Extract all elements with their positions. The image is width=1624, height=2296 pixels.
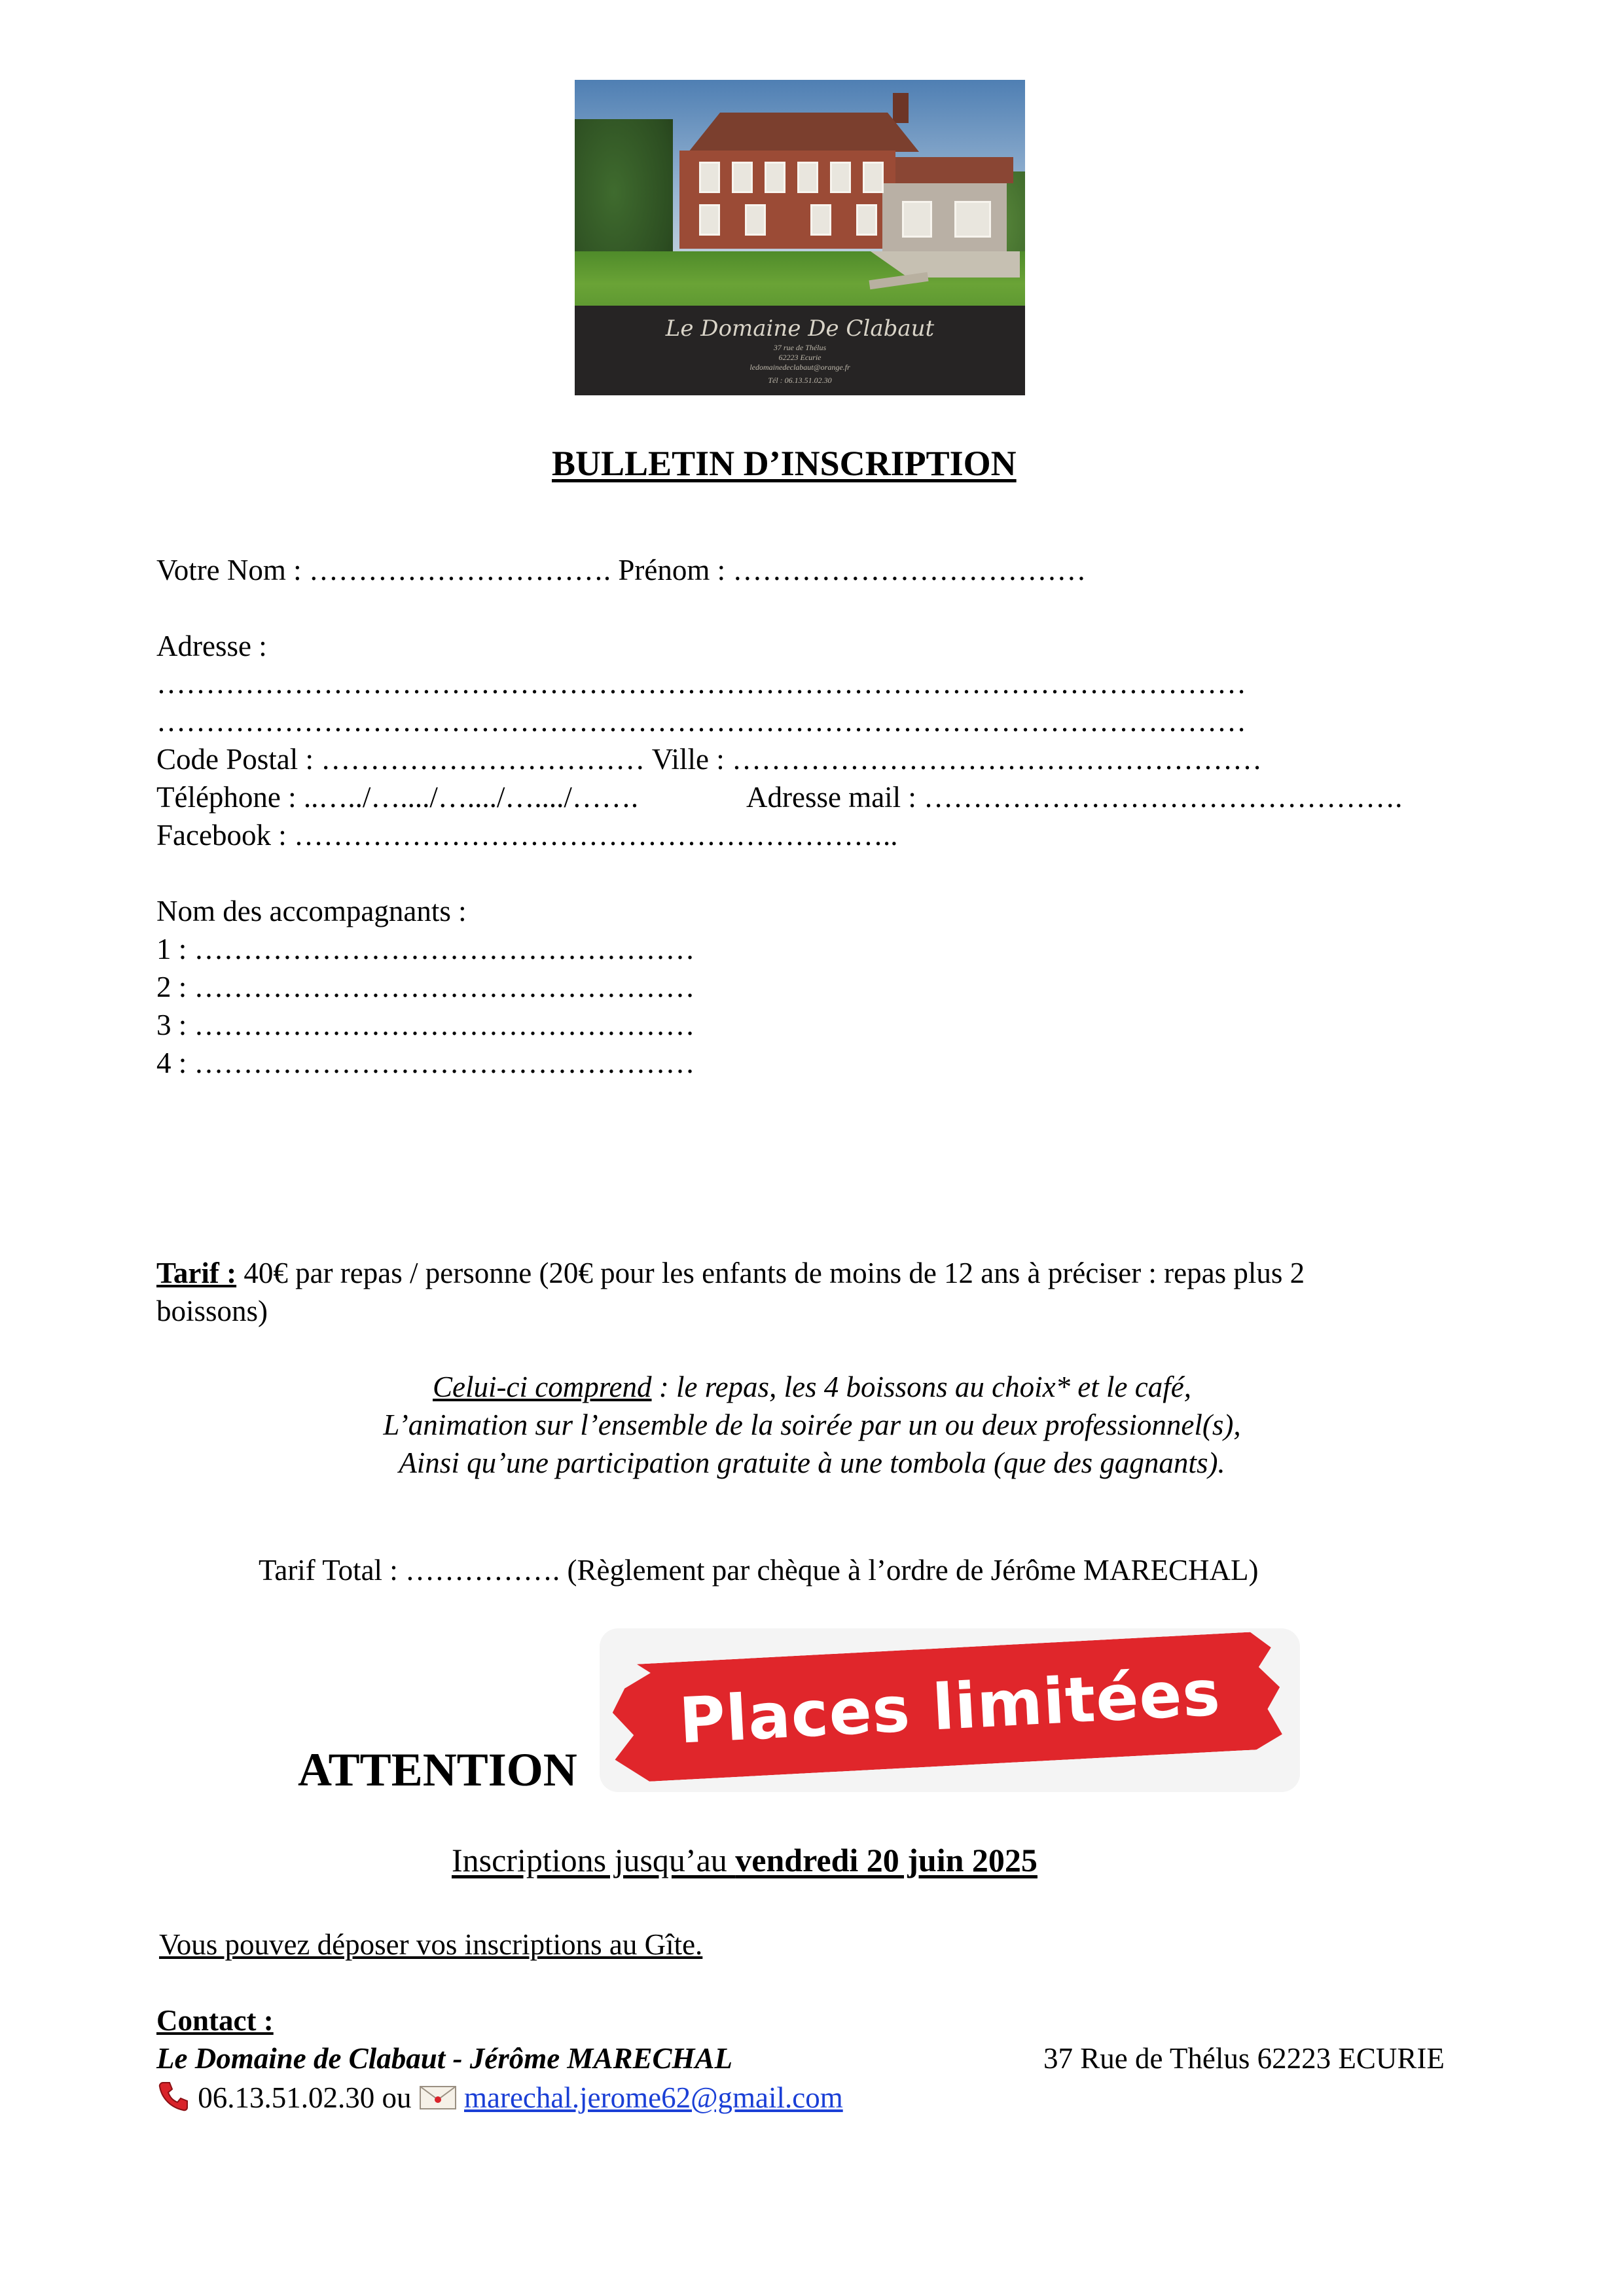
- companion-field-4[interactable]: 4 : ……………………………………………: [156, 1047, 695, 1079]
- includes-line-1: [0, 1368, 1624, 1407]
- contact-line: [156, 2079, 843, 2123]
- includes-line-3: Ainsi qu’une participation gratuite à une tombola (que des gagnants).: [399, 1446, 1225, 1479]
- header-brand: Le Domaine De Clabaut: [665, 315, 935, 342]
- address-label: Adresse :: [156, 630, 267, 662]
- gite-note: Vous pouvez déposer vos inscriptions au Gîte.: [159, 1928, 703, 1961]
- contact-name: Le Domaine de Clabaut - Jérôme MARECHAL: [156, 2042, 733, 2075]
- companions-label: Nom des accompagnants :: [156, 895, 467, 927]
- includes-lead: Celui-ci comprend: [433, 1371, 652, 1403]
- companion-field-3[interactable]: 3 : ……………………………………………: [156, 1009, 695, 1041]
- companion-field-1[interactable]: 1 : ……………………………………………: [156, 933, 695, 965]
- header-line-1: 37 rue de Thélus: [773, 343, 827, 352]
- deadline-prefix: Inscriptions jusqu’au: [452, 1842, 736, 1878]
- tarif-line: [156, 1254, 1305, 1293]
- postal-city-field[interactable]: Code Postal : …………………………… Ville : ………………………………………………: [156, 743, 1262, 776]
- attention-heading: ATTENTION: [298, 1744, 577, 1796]
- envelope-icon: [419, 2081, 457, 2120]
- places-banner-text: Places limitées: [677, 1656, 1223, 1758]
- includes-line-2: L’animation sur l’ensemble de la soirée par un ou deux professionnel(s),: [383, 1408, 1241, 1441]
- phone-field[interactable]: Téléphone : ..…../…..../…..../…..../…….: [156, 781, 639, 814]
- deadline: [452, 1839, 1038, 1882]
- tarif-text-2: boissons): [156, 1295, 268, 1327]
- page-title: BULLETIN D’INSCRIPTION: [552, 444, 1017, 483]
- deadline-date: vendredi 20 juin 2025: [735, 1842, 1038, 1878]
- name-field[interactable]: Votre Nom : …………………………. Prénom : ………………………………: [156, 554, 1087, 586]
- header-line-4: Tél : 06.13.51.02.30: [768, 376, 832, 385]
- places-limitees-banner: [600, 1628, 1300, 1792]
- tarif-text: 40€ par repas / personne (20€ pour les enfants de moins de 12 ans à préciser : repas plus 2: [236, 1257, 1305, 1289]
- includes-rest: : le repas, les 4 boissons au choix* et le café,: [651, 1371, 1191, 1403]
- tarif-total: Tarif Total : ……………. (Règlement par chèque à l’ordre de Jérôme MARECHAL): [259, 1554, 1259, 1587]
- tarif-label: Tarif :: [156, 1257, 237, 1289]
- address-field-2[interactable]: …………………………………………………………………………………………………: [156, 705, 1246, 738]
- facebook-field[interactable]: Facebook : ……………………………………………………..: [156, 819, 898, 852]
- companion-field-2[interactable]: 2 : ……………………………………………: [156, 971, 695, 1003]
- contact-email-link[interactable]: marechal.jerome62@gmail.com: [464, 2081, 843, 2114]
- header-line-2: 62223 Ecurie: [778, 353, 821, 362]
- contact-or: ou: [374, 2081, 419, 2114]
- contact-label: Contact :: [156, 2004, 274, 2037]
- email-field[interactable]: Adresse mail : ………………………………………….: [746, 781, 1403, 814]
- contact-address: 37 Rue de Thélus 62223 ECURIE: [1043, 2042, 1445, 2075]
- header-photo: [575, 80, 1025, 395]
- phone-icon: [156, 2079, 190, 2123]
- address-field-1[interactable]: …………………………………………………………………………………………………: [156, 667, 1246, 700]
- contact-phone[interactable]: 06.13.51.02.30: [198, 2081, 375, 2114]
- header-line-3: ledomainedeclabaut@orange.fr: [749, 363, 850, 372]
